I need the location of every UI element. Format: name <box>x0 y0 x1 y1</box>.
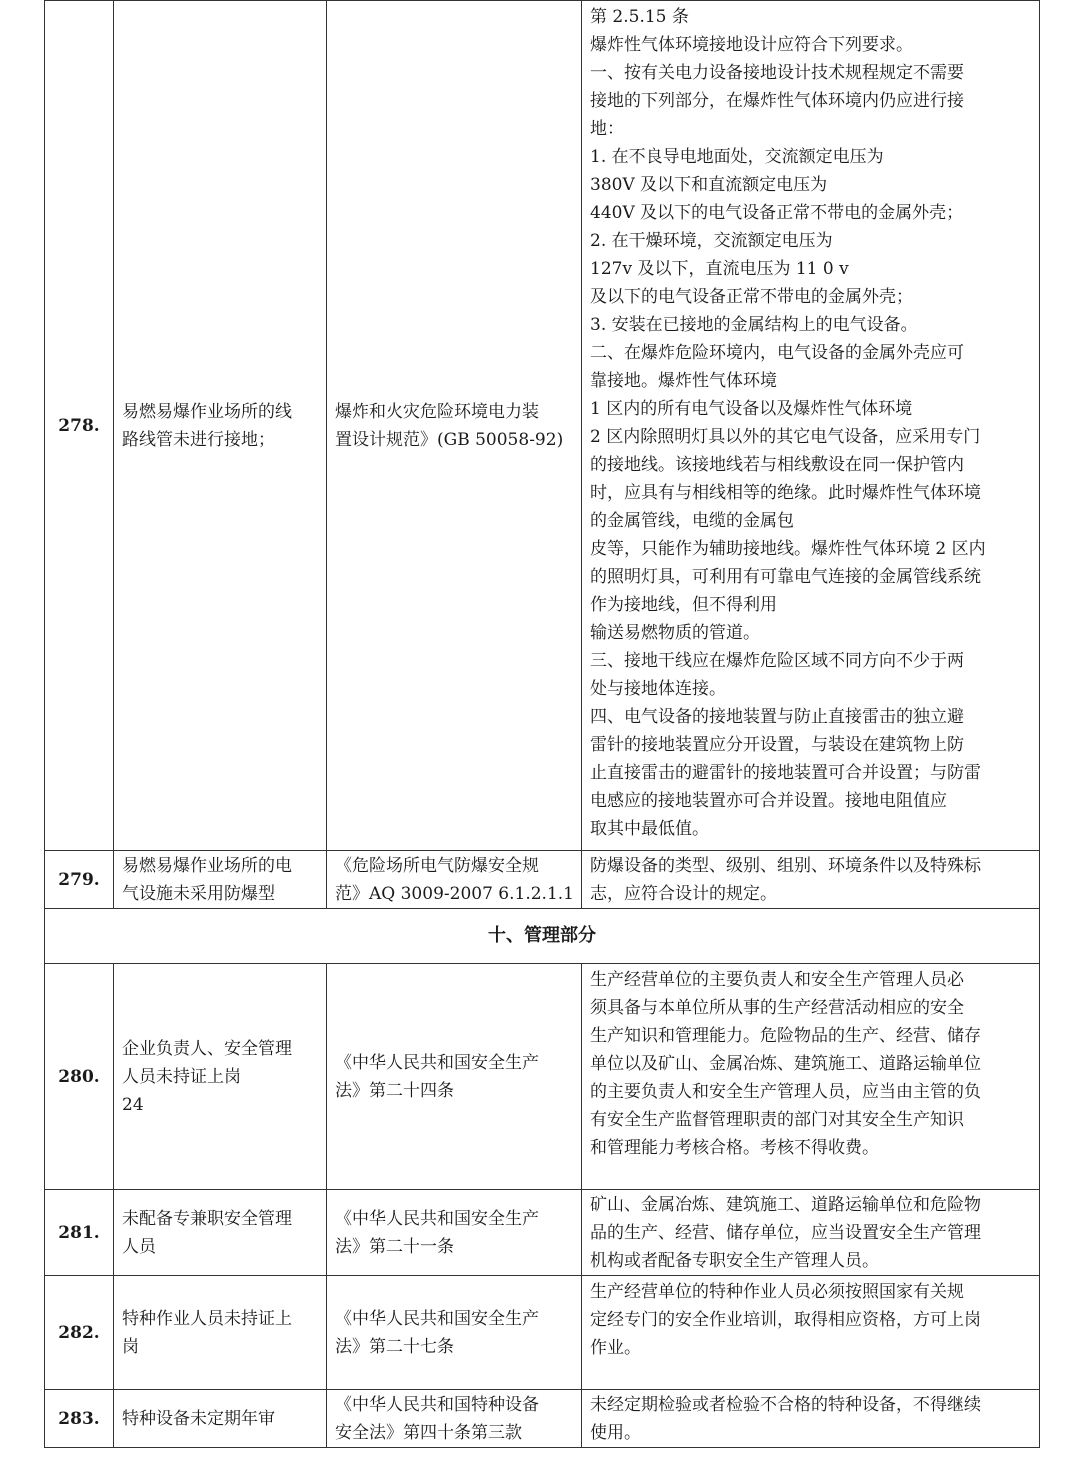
content-line: 1 区内的所有电气设备以及爆炸性气体环境 <box>590 399 913 419</box>
row-number: 280. <box>45 964 114 1190</box>
content-line: 440V 及以下的电气设备正常不带电的金属外壳； <box>590 203 964 223</box>
content-line: 品的生产、经营、储存单位，应当设置安全生产管理 <box>590 1222 981 1243</box>
row-number: 282. <box>45 1276 114 1390</box>
content-line: 及以下的电气设备正常不带电的金属外壳； <box>590 287 913 307</box>
section-title: 十、管理部分 <box>45 909 1040 964</box>
basis-cell <box>327 1276 582 1390</box>
content-line: 和管理能力考核合格。考核不得收费。 <box>590 1138 879 1158</box>
content-line: 第 2.5.15 条 <box>590 7 689 27</box>
content-cell <box>582 1390 1040 1448</box>
content-line: 取其中最低值。 <box>590 819 709 839</box>
content-line: 接地的下列部分，在爆炸性气体环境内仍应进行接 <box>590 91 964 111</box>
content-line: 雷针的接地装置应分开设置，与装设在建筑物上防 <box>590 735 964 755</box>
content-line: 生产经营单位的主要负责人和安全生产管理人员必 <box>590 970 964 990</box>
basis-cell <box>327 1190 582 1276</box>
basis-line: 置设计规范》(GB 50058-92) <box>335 429 564 450</box>
content-line: 的接地线。该接地线若与相线敷设在同一保护管内 <box>590 455 964 475</box>
issue-cell <box>114 1190 327 1276</box>
content-line: 作业。 <box>590 1338 641 1358</box>
issue-line: 易燃易爆作业场所的电 <box>122 855 292 876</box>
section-row <box>45 909 1040 964</box>
content-line: 的主要负责人和安全生产管理人员，应当由主管的负 <box>590 1082 981 1102</box>
content-cell <box>582 1190 1040 1276</box>
row-number: 279. <box>45 851 114 909</box>
content-line: 单位以及矿山、金属冶炼、建筑施工、道路运输单位 <box>590 1054 981 1074</box>
issue-cell <box>114 1390 327 1448</box>
issue-line: 特种设备未定期年审 <box>122 1408 275 1429</box>
row-number: 278. <box>45 1 114 851</box>
basis-cell <box>327 851 582 909</box>
content-line: 2. 在干燥环境，交流额定电压为 <box>590 231 833 251</box>
basis-cell <box>327 1 582 851</box>
content-line: 使用。 <box>590 1422 641 1443</box>
regulation-table <box>44 0 1040 1448</box>
content-line: 3. 安装在已接地的金属结构上的电气设备。 <box>590 315 918 335</box>
content-line: 一、按有关电力设备接地设计技术规程规定不需要 <box>590 63 964 83</box>
content-line: 380V 及以下和直流额定电压为 <box>590 175 828 195</box>
content-line: 作为接地线，但不得利用 <box>590 595 777 615</box>
content-line: 的照明灯具，可利用有可靠电气连接的金属管线系统 <box>590 567 981 587</box>
issue-cell <box>114 851 327 909</box>
issue-line: 未配备专兼职安全管理 <box>122 1208 292 1229</box>
issue-cell <box>114 1 327 851</box>
content-line: 127v 及以下，直流电压为 11 0 v <box>590 259 849 279</box>
content-line: 未经定期检验或者检验不合格的特种设备，不得继续 <box>590 1394 981 1415</box>
content-line: 止直接雷击的避雷针的接地装置可合并设置；与防雷 <box>590 763 981 783</box>
content-line: 志，应符合设计的规定。 <box>590 883 777 904</box>
content-cell <box>582 1 1040 851</box>
content-line: 地： <box>590 119 624 139</box>
basis-line: 《中华人民共和国安全生产 <box>335 1208 539 1229</box>
content-line: 三、接地干线应在爆炸危险区域不同方向不少于两 <box>590 651 964 671</box>
issue-line: 气设施未采用防爆型 <box>122 883 275 904</box>
issue-cell <box>114 1276 327 1390</box>
row-number: 281. <box>45 1190 114 1276</box>
issue-line: 人员 <box>122 1236 156 1257</box>
basis-line: 安全法》第四十条第三款 <box>335 1422 522 1443</box>
basis-cell <box>327 1390 582 1448</box>
table-row <box>45 851 1040 909</box>
content-line: 生产经营单位的特种作业人员必须按照国家有关规 <box>590 1282 964 1302</box>
content-line: 2 区内除照明灯具以外的其它电气设备，应采用专门 <box>590 427 981 447</box>
content-line: 电感应的接地装置亦可合并设置。接地电阻值应 <box>590 791 947 811</box>
content-line: 四、电气设备的接地装置与防止直接雷击的独立避 <box>590 707 964 727</box>
basis-line: 《中华人民共和国特种设备 <box>335 1394 539 1415</box>
content-cell <box>582 851 1040 909</box>
basis-cell <box>327 964 582 1190</box>
content-line: 须具备与本单位所从事的生产经营活动相应的安全 <box>590 998 964 1018</box>
content-line: 的金属管线，电缆的金属包 <box>590 511 794 531</box>
content-line: 皮等，只能作为辅助接地线。爆炸性气体环境 2 区内 <box>590 539 986 559</box>
basis-line: 范》AQ 3009-2007 6.1.2.1.1 <box>335 883 574 904</box>
basis-line: 《中华人民共和国安全生产 <box>335 1052 539 1073</box>
issue-line: 人员未持证上岗 <box>122 1066 241 1087</box>
issue-cell <box>114 964 327 1190</box>
issue-line: 易燃易爆作业场所的线 <box>122 401 292 422</box>
table-row <box>45 1390 1040 1448</box>
basis-line: 法》第二十四条 <box>335 1080 454 1101</box>
content-line: 机构或者配备专职安全生产管理人员。 <box>590 1250 879 1271</box>
table-row <box>45 1 1040 851</box>
table-row <box>45 1276 1040 1390</box>
issue-line: 24 <box>122 1094 144 1115</box>
table-row <box>45 964 1040 1190</box>
basis-line: 《中华人民共和国安全生产 <box>335 1308 539 1329</box>
content-line: 时，应具有与相线相等的绝缘。此时爆炸性气体环境 <box>590 483 981 503</box>
row-number: 283. <box>45 1390 114 1448</box>
issue-line: 路线管未进行接地； <box>122 429 275 450</box>
content-line: 有安全生产监督管理职责的部门对其安全生产知识 <box>590 1110 964 1130</box>
content-line: 处与接地体连接。 <box>590 679 726 699</box>
issue-line: 企业负责人、安全管理 <box>122 1038 292 1059</box>
issue-line: 特种作业人员未持证上 <box>122 1308 292 1329</box>
content-line: 输送易燃物质的管道。 <box>590 623 760 643</box>
basis-line: 法》第二十七条 <box>335 1336 454 1357</box>
basis-line: 法》第二十一条 <box>335 1236 454 1257</box>
content-line: 防爆设备的类型、级别、组别、环境条件以及特殊标 <box>590 855 981 876</box>
content-line: 1. 在不良导电地面处，交流额定电压为 <box>590 147 884 167</box>
content-cell <box>582 1276 1040 1390</box>
issue-line: 岗 <box>122 1336 139 1357</box>
content-line: 矿山、金属冶炼、建筑施工、道路运输单位和危险物 <box>590 1194 981 1215</box>
basis-line: 《危险场所电气防爆安全规 <box>335 855 539 876</box>
table-row <box>45 1190 1040 1276</box>
content-line: 爆炸性气体环境接地设计应符合下列要求。 <box>590 35 913 55</box>
content-line: 定经专门的安全作业培训，取得相应资格，方可上岗 <box>590 1310 981 1330</box>
content-cell <box>582 964 1040 1190</box>
basis-line: 爆炸和火灾危险环境电力装 <box>335 401 539 422</box>
content-line: 靠接地。爆炸性气体环境 <box>590 371 777 391</box>
content-line: 二、在爆炸危险环境内，电气设备的金属外壳应可 <box>590 343 964 363</box>
content-line: 生产知识和管理能力。危险物品的生产、经营、储存 <box>590 1026 981 1046</box>
